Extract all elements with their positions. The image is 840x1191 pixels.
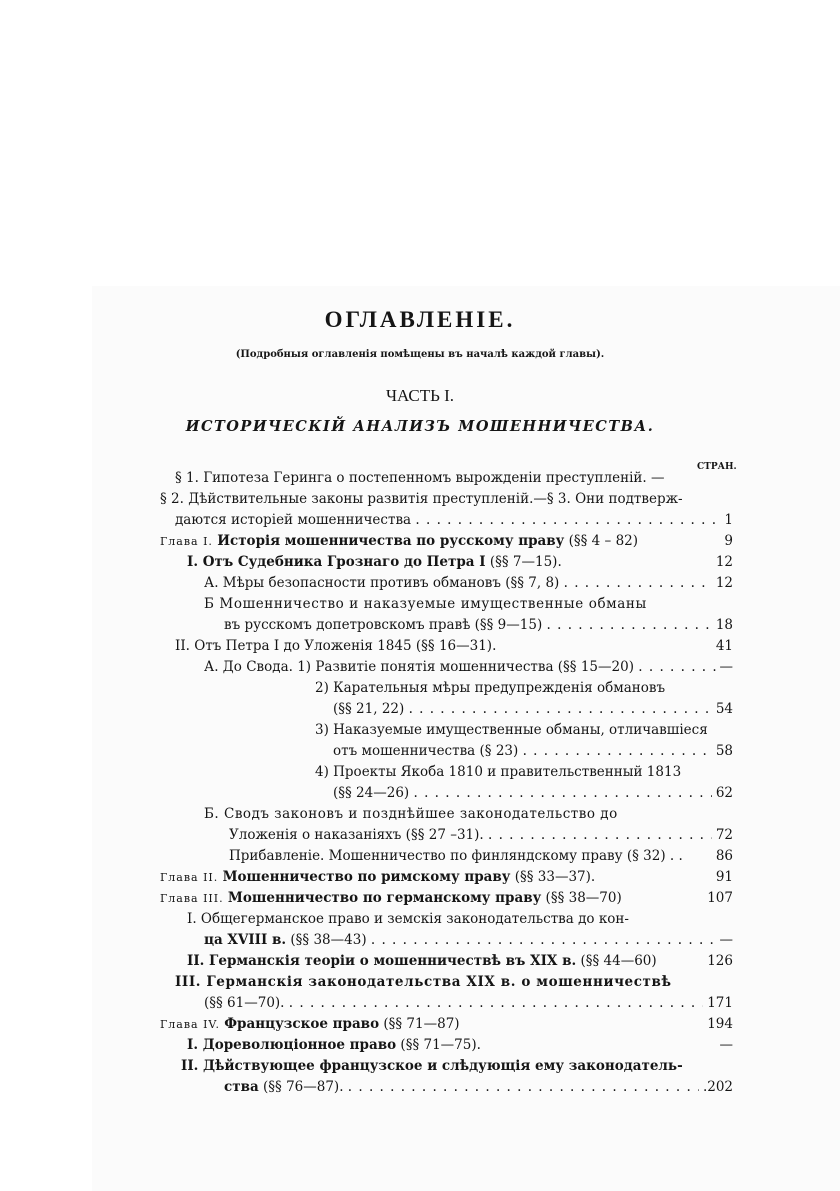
toc-page-number: 12: [712, 573, 733, 594]
toc-line: А. До Свода. 1) Развитiе понятiя мошенничества (§§ 15—20) . . .: [204, 657, 720, 678]
toc-line: § 2. Дѣйствительные законы развитiя преступленiй.—§ 3. Они подтверж-: [160, 491, 683, 507]
toc-page-number: 91: [712, 867, 733, 888]
part-title: ИСТОРИЧЕСКIЙ АНАЛИЗЪ МОШЕННИЧЕСТВА.: [185, 418, 655, 435]
toc-line: (§§ 61—70). . . .: [204, 993, 720, 1014]
toc-line: (§§ 24—26) . . .: [333, 783, 720, 804]
toc-chapter-line: Глава I. Исторiя мошенничества по русскому праву (§§ 4 – 82): [160, 533, 639, 549]
toc-page-number: .202: [699, 1077, 733, 1098]
toc-line: I. Отъ Судебника Грознаго до Петра I (§§ 7—15).: [187, 554, 562, 570]
toc-line: Прибавленiе. Мошенничество по финляндскому праву (§ 32) . .: [229, 848, 683, 864]
toc-page-number: 86: [712, 846, 733, 867]
toc-line: II. Германскiя теорiи о мошенничествѣ въ XIX в. (§§ 44—60): [187, 953, 657, 969]
toc-page-number: 9: [720, 531, 733, 552]
toc-line: ства (§§ 76—87). . . .: [224, 1077, 720, 1098]
toc-page-number: 18: [712, 615, 733, 636]
toc-page-number: 107: [703, 888, 733, 909]
toc-line: 4) Проекты Якоба 1810 и правительственный 1813: [315, 764, 682, 780]
toc-line: 2) Карательныя мѣры предупрежденiя обмановъ: [315, 680, 666, 696]
toc-line: II. Отъ Петра I до Уложенiя 1845 (§§ 16—31).: [175, 638, 497, 654]
toc-page-number: —: [716, 930, 734, 951]
toc-page-number: —: [716, 657, 734, 678]
part-heading: ЧАСТЬ I.: [385, 386, 455, 405]
toc-page-number: 58: [712, 741, 733, 762]
toc-line: (§§ 21, 22) . . .: [333, 699, 720, 720]
toc-line: Уложенiя о наказанiяхъ (§§ 27 –31). . . .: [229, 825, 720, 846]
toc-line: I. Дореволюцiонное право (§§ 71—75).: [187, 1037, 481, 1053]
toc-chapter-line: Глава IV. Французское право (§§ 71—87): [160, 1016, 460, 1032]
toc-line: II. Дѣйствующее французское и слѣдующiя ему законодатель-: [181, 1058, 683, 1074]
page-column-label: СТРАН.: [697, 462, 737, 472]
toc-page-number: 194: [703, 1014, 733, 1035]
toc-line: Б. Сводъ законовъ и позднѣйшее законодательство до: [204, 806, 618, 822]
toc-line: III. Германскiя законодательства XIX в. о мошенничествѣ: [175, 974, 672, 990]
toc-line: I. Общегерманское право и земскiя законодательства до кон-: [187, 911, 629, 927]
page-title: ОГЛАВЛЕНIЕ.: [324, 307, 516, 332]
toc-page-number: 62: [712, 783, 733, 804]
toc-line: 3) Наказуемые имущественные обманы, отличавшiеся: [315, 722, 708, 738]
toc-page-number: 12: [712, 552, 733, 573]
toc-page-number: 126: [703, 951, 733, 972]
toc-page-number: 41: [712, 636, 733, 657]
toc-line: отъ мошенничества (§ 23) . . .: [333, 741, 720, 762]
toc-page-number: —: [716, 1035, 734, 1056]
toc-line: § 1. Гипотеза Геринга о постепенномъ вырожденiи преступленiй. —: [175, 470, 665, 486]
toc-page-number: 1: [720, 510, 733, 531]
toc-page-number: 171: [703, 993, 733, 1014]
page-subtitle: (Подробныя оглавленiя помѣщены въ началѣ каждой главы).: [235, 349, 605, 360]
toc-line: Б Мошенничество и наказуемые имущественные обманы: [204, 596, 647, 612]
toc-line: А. Мѣры безопасности противъ обмановъ (§§ 7, 8) . . .: [204, 573, 720, 594]
toc-line: въ русскомъ допетровскомъ правѣ (§§ 9—15) . . .: [224, 615, 720, 636]
toc-page-number: 72: [712, 825, 733, 846]
toc-line: даются исторiей мошенничества . . .: [175, 510, 720, 531]
toc-page-number: 54: [712, 699, 733, 720]
toc-line: ца XVIII в. (§§ 38—43) . . .: [204, 930, 720, 951]
toc-chapter-line: Глава III. Мошенничество по германскому праву (§§ 38—70): [160, 890, 622, 906]
toc-chapter-line: Глава II. Мошенничество по римскому праву (§§ 33—37).: [160, 869, 596, 885]
